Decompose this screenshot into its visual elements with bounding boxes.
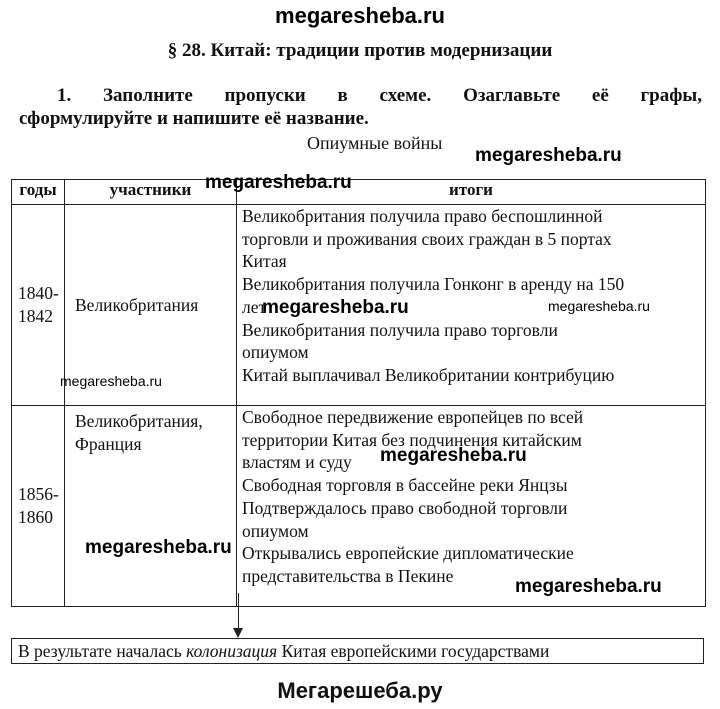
task-word: в (337, 85, 348, 106)
results-cell: Великобритания получила право беспошлинной торговли и проживания своих граждан в 5 портах Китая Великобритания получила Гонконг в аренду на 150 лет Великобритания получила право торговли опиумом Китай выплачивал Великобритании контрибуцию (237, 205, 706, 406)
watermark: megaresheba.ru (380, 445, 527, 466)
table-title: Опиумные войны (307, 133, 443, 153)
results-cell: Свободное передвижение европейцев по всей территории Китая без подчинения китайским властям и суду Свободная торговля в бассейне реки Янцзы Подтверждалось право свободной торговли опиумом Открывались европейские дипломатические представительства в Пекине (237, 406, 706, 607)
header-participants: участники (65, 180, 237, 205)
participants-cell: Великобритания, Франция (65, 406, 237, 607)
header-years: годы (12, 180, 65, 205)
watermark: megaresheba.ru (548, 298, 650, 314)
task-word: пропуски (224, 85, 306, 106)
task-word: Озаглавьте (463, 85, 561, 106)
flow-arrow-line (238, 593, 239, 631)
participants-cell: Великобритания (65, 205, 237, 406)
years-cell: 1856- 1860 (12, 406, 65, 607)
table-header-row (12, 180, 706, 205)
conclusion-box (11, 638, 704, 664)
conclusion-emphasis: колонизация (186, 641, 278, 661)
watermark: megaresheba.ru (262, 297, 409, 318)
conclusion-text: Китая европейскими государствами (277, 641, 550, 661)
watermark-bottom: Мегарешеба.ру (277, 678, 443, 703)
watermark: megaresheba.ru (60, 373, 162, 389)
task-word: схеме. (379, 85, 432, 106)
watermark: megaresheba.ru (515, 576, 662, 597)
conclusion-text: В результате началась (18, 641, 187, 661)
task-line-2: сформулируйте и напишите её название. (19, 108, 369, 129)
task-line-1 (19, 85, 702, 107)
watermark: megaresheba.ru (205, 172, 352, 193)
task-word: Заполните (103, 85, 193, 106)
watermark: megaresheba.ru (475, 145, 622, 166)
watermark-top: megaresheba.ru (275, 3, 445, 28)
task-word: графы, (640, 85, 702, 106)
task-word: её (591, 85, 609, 106)
watermark: megaresheba.ru (85, 537, 232, 558)
section-title: § 28. Китай: традиции против модернизации (167, 40, 553, 61)
task-number: 1. (57, 85, 72, 106)
header-results: итоги (237, 180, 706, 205)
years-cell: 1840- 1842 (12, 205, 65, 406)
arrow-down-icon (233, 628, 243, 638)
